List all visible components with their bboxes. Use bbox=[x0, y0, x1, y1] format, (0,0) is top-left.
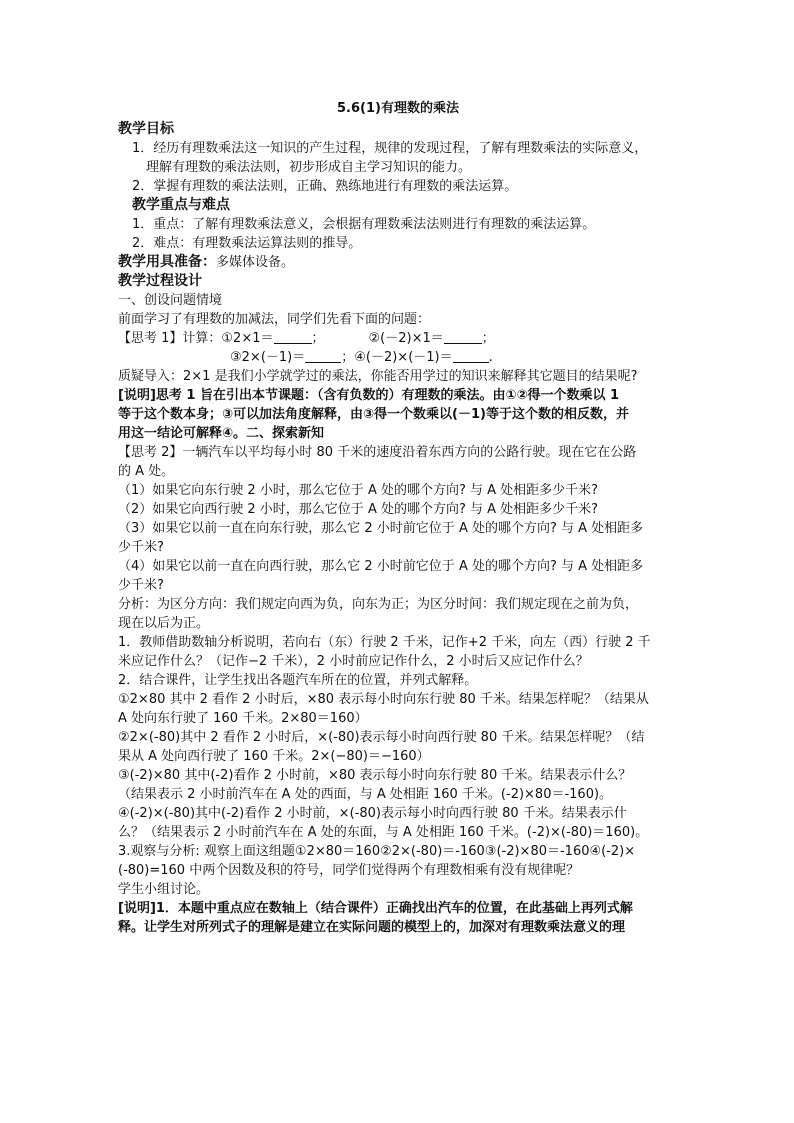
question-lead: 质疑导入：2×1 是我们小学就学过的乘法，你能否用学过的知识来解释其它题目的结果呢? bbox=[118, 369, 638, 384]
note-1-line-2: 等于这个数本身；③可以加法角度解释，由③得一个数乘以(－1)等于这个数的相反数，并 bbox=[118, 407, 629, 422]
think-1-label: 【思考 1】 bbox=[118, 331, 183, 346]
answer-blank-2 bbox=[444, 330, 482, 344]
question-2: （2）如果它向西行驶 2 小时，那么它位于 A 处的哪个方向? 与 A 处相距多少千米? bbox=[118, 502, 599, 517]
tools-value: 多媒体设备。 bbox=[216, 255, 295, 270]
separator: ； bbox=[311, 331, 325, 346]
period: . bbox=[488, 350, 493, 365]
question-4-line-2: 少千米? bbox=[118, 578, 164, 593]
question-3-line-1: （3）如果它以前一直在向东行驶，那么它 2 小时前它位于 A 处的哪个方向? 与 A 处相距多 bbox=[118, 521, 644, 536]
point-1-line-2: 米应记作什么？（记作−2 千米），2 小时前应记作什么，2 小时后又应记作什么？ bbox=[118, 654, 589, 669]
section-heading-goals: 教学目标 bbox=[118, 121, 174, 137]
think-1-calc: 计算：①2×1＝ bbox=[182, 331, 274, 346]
note-1-line-1: [说明]思考 1 旨在引出本节课题：（含有负数的）有理数的乘法。由①②得一个数乘以 1 bbox=[118, 388, 620, 403]
point-2: 2．结合课件，让学生找出各题汽车所在的位置，并列式解释。 bbox=[118, 673, 478, 688]
case-3-line-1: ③(-2)×80 其中(-2)看作 2 小时前，×80 表示每小时向东行驶 80 千米。结果表示什么？ bbox=[118, 768, 632, 783]
think-1-line-1 bbox=[118, 329, 678, 348]
case-4-line-1: ④(-2)×(-80)其中(-2)看作 2 小时前，×(-80)表示每小时向西行驶 80 千米。结果表示什 bbox=[118, 806, 627, 821]
think-1-q3: ③2×(－1)＝ bbox=[230, 350, 306, 365]
case-1-line-1: ①2×80 其中 2 看作 2 小时后，×80 表示每小时向东行驶 80 千米。结果怎样呢？（结果从 bbox=[118, 692, 649, 707]
case-1-line-2: A 处向东行驶了 160 千米。2×80＝160） bbox=[118, 711, 368, 726]
answer-blank-1 bbox=[274, 330, 312, 344]
goal-1-line-2: 理解有理数的乘法法则，初步形成自主学习知识的能力。 bbox=[146, 160, 472, 175]
group-discussion: 学生小组讨论。 bbox=[118, 882, 210, 897]
goal-2: 2．掌握有理数的乘法法则，正确、熟练地进行有理数的乘法运算。 bbox=[132, 179, 518, 194]
question-1: （1）如果它向东行驶 2 小时，那么它位于 A 处的哪个方向? 与 A 处相距多少千米? bbox=[118, 483, 599, 498]
think-1-q4: ；④(－2)×(－1)＝ bbox=[341, 350, 453, 365]
analysis-line-1: 分析：为区分方向：我们规定向西为负，向东为正；为区分时间：我们规定现在之前为负， bbox=[118, 597, 639, 612]
note-2-line-2: 释。让学生对所列式子的理解是建立在实际问题的模型上的，加深对有理数乘法意义的理 bbox=[118, 920, 626, 935]
document-title: 5.6(1)有理数的乘法 bbox=[337, 101, 459, 116]
question-3-line-2: 少千米? bbox=[118, 540, 164, 555]
question-4-line-1: （4）如果它以前一直在向西行驶，那么它 2 小时前它位于 A 处的哪个方向? 与 A 处相距多 bbox=[118, 559, 644, 574]
tools-line bbox=[118, 253, 678, 272]
goal-1-line-1: 1．经历有理数乘法这一知识的产生过程，规律的发现过程，了解有理数乘法的实际意义， bbox=[132, 141, 648, 156]
case-4-line-2: 么？（结果表示 2 小时前汽车在 A 处的东面，与 A 处相距 160 千米。(-2)×(-80)＝160)。 bbox=[118, 825, 649, 840]
part-1-heading: 一、创设问题情境 bbox=[118, 293, 223, 308]
answer-blank-4 bbox=[453, 349, 489, 363]
point-1-line-1: 1．教师借助数轴分析说明，若向右（东）行驶 2 千米，记作+2 千米，向左（西）行驶 2 千 bbox=[118, 635, 651, 650]
key-point-1: 1．重点：了解有理数乘法意义，会根据有理数乘法法则进行有理数的乘法运算。 bbox=[132, 217, 596, 232]
intro-text: 前面学习了有理数的加减法，同学们先看下面的问题： bbox=[118, 312, 431, 327]
tools-label: 教学用具准备： bbox=[118, 254, 216, 270]
section-heading-process: 教学过程设计 bbox=[118, 273, 202, 289]
think-1-line-2 bbox=[118, 348, 678, 367]
analysis-line-2: 现在以后为正。 bbox=[118, 616, 210, 631]
note-2-line-1: [说明]1．本题中重点应在数轴上（结合课件）正确找出汽车的位置，在此基础上再列式解 bbox=[118, 901, 633, 916]
note-1-line-3: 用这一结论可解释④。二、探索新知 bbox=[118, 426, 325, 441]
think-2-line-1: 【思考 2】一辆汽车以平均每小时 80 千米的速度沿着东西方向的公路行驶。现在它在公路 bbox=[118, 445, 637, 460]
point-3-line-1: 3.观察与分析: 观察上面这组题①2×80＝160②2×(-80)＝-160③(-2)×80＝-160④(-2)× bbox=[118, 844, 636, 859]
case-3-line-2: （结果表示 2 小时前汽车在 A 处的西面，与 A 处相距 160 千米。(-2)×80＝-160)。 bbox=[118, 787, 613, 802]
answer-blank-3 bbox=[305, 349, 341, 363]
case-2-line-2: 果从 A 处向西行驶了 160 千米。2×(−80)＝−160） bbox=[118, 749, 430, 764]
document-page bbox=[118, 98, 678, 937]
separator: ； bbox=[481, 331, 495, 346]
think-1-q2: ②(－2)×1＝ bbox=[368, 331, 444, 346]
key-point-2: 2．难点：有理数乘法运算法则的推导。 bbox=[132, 236, 362, 251]
section-heading-keys: 教学重点与难点 bbox=[132, 197, 230, 213]
case-2-line-1: ②2×(-80)其中 2 看作 2 小时后，×(-80)表示每小时向西行驶 80 千米。结果怎样呢？（结 bbox=[118, 730, 645, 745]
point-3-line-2: (-80)=160 中两个因数及积的符号，同学们觉得两个有理数相乘有没有规律呢？ bbox=[118, 863, 580, 878]
think-2-line-2: 的 A 处。 bbox=[118, 464, 175, 479]
